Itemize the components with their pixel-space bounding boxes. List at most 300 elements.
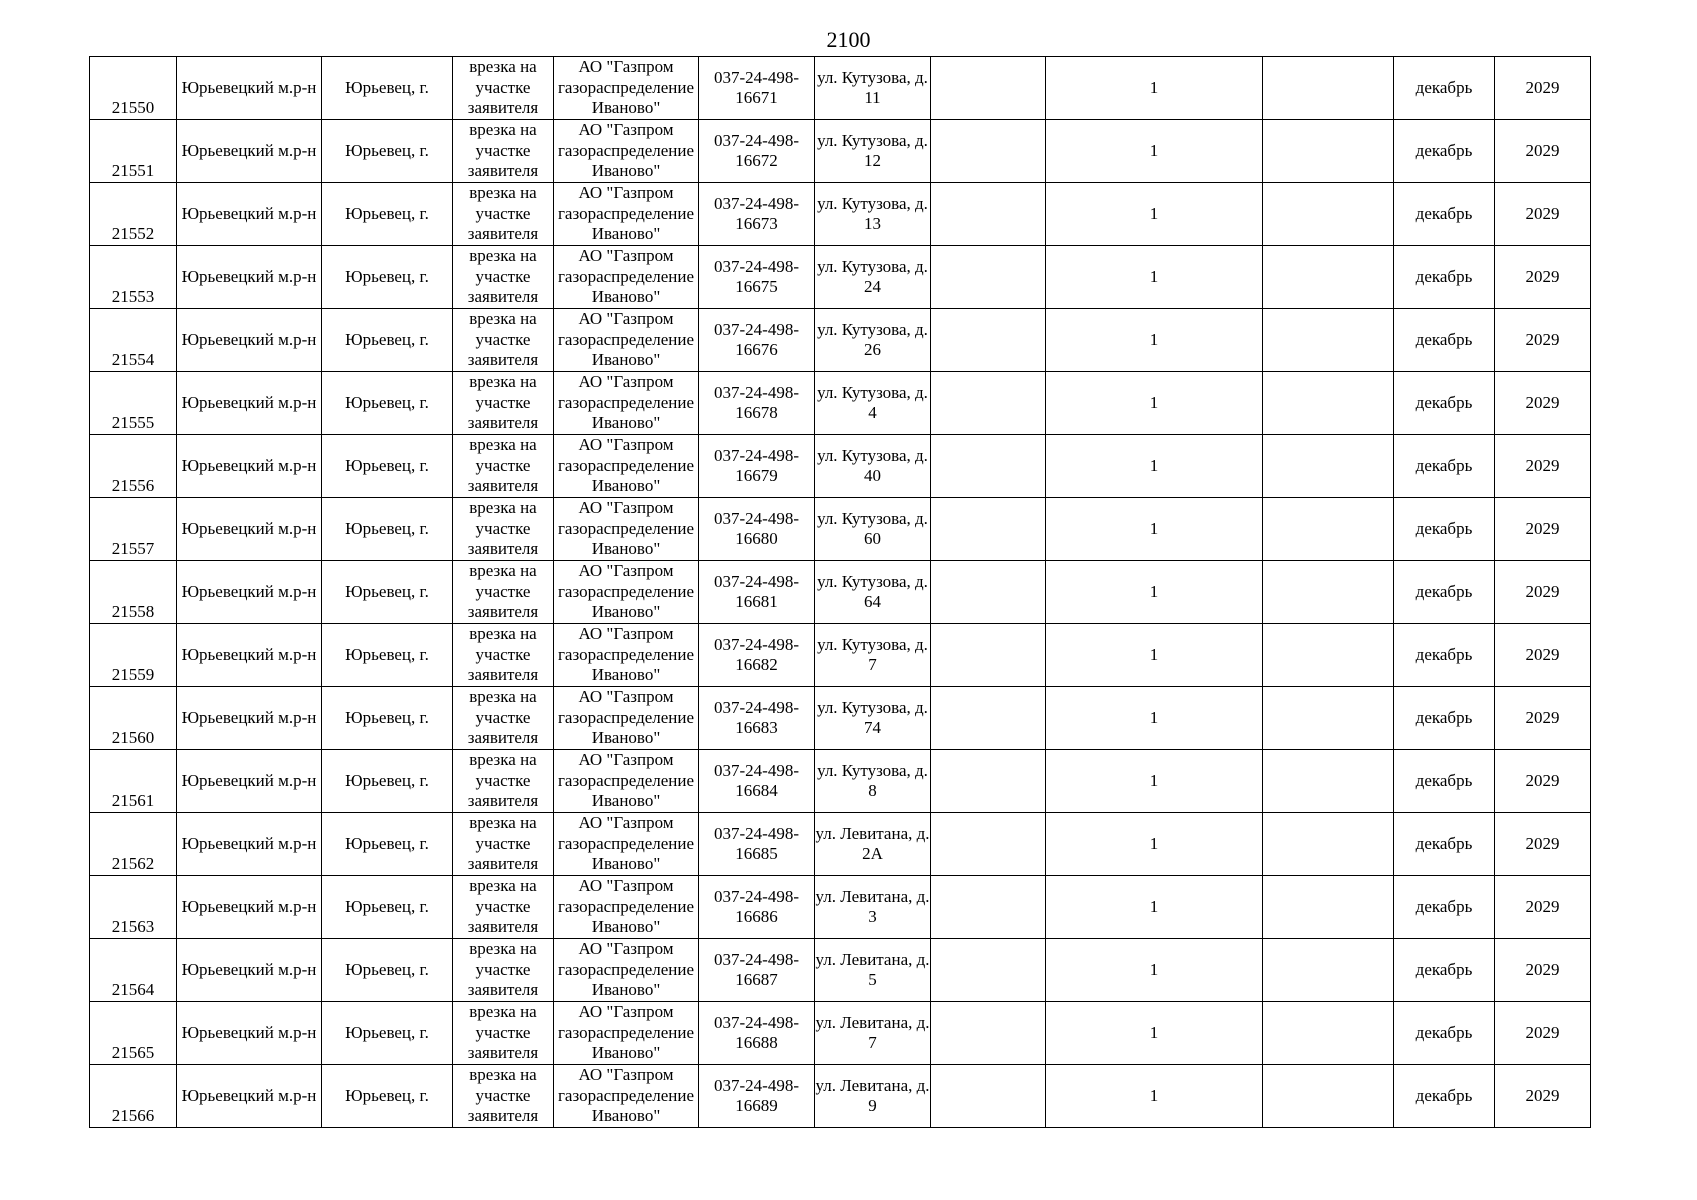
- row-number-text: 21563: [111, 916, 155, 936]
- empty-cell: [931, 1065, 1046, 1128]
- address-cell: [815, 624, 931, 687]
- month-cell: [1394, 498, 1495, 561]
- empty-cell: [1263, 57, 1394, 120]
- quantity-cell: [1046, 57, 1263, 120]
- month-text: декабрь: [1415, 707, 1473, 727]
- year-cell: [1495, 1002, 1591, 1065]
- address-text: ул. Кутузова, д. 4: [817, 382, 928, 422]
- empty-cell: [931, 1002, 1046, 1065]
- code-text: 037-24-498-16671: [714, 67, 799, 107]
- organization-cell: [554, 687, 699, 750]
- code-cell: [699, 624, 815, 687]
- year-text: 2029: [1525, 329, 1560, 349]
- locality-text: Юрьевец, г.: [345, 518, 429, 538]
- connection-method-cell: [453, 435, 554, 498]
- address-text: ул. Кутузова, д. 11: [817, 67, 928, 107]
- connection-method-cell: [453, 939, 554, 1002]
- locality-cell: [322, 246, 453, 309]
- connection-method-text: врезка на участке заявителя: [467, 498, 539, 559]
- year-cell: [1495, 813, 1591, 876]
- code-text: 037-24-498-16684: [714, 760, 799, 800]
- table-row: [90, 372, 1591, 435]
- year-text: 2029: [1525, 581, 1560, 601]
- row-number-text: 21555: [111, 412, 155, 432]
- year-text: 2029: [1525, 644, 1560, 664]
- month-text: декабрь: [1415, 77, 1473, 97]
- month-text: декабрь: [1415, 455, 1473, 475]
- address-text: ул. Кутузова, д. 40: [817, 445, 928, 485]
- connection-method-cell: [453, 687, 554, 750]
- quantity-text: 1: [1149, 1085, 1159, 1105]
- district-cell: [177, 57, 322, 120]
- district-cell: [177, 246, 322, 309]
- district-text: Юрьевецкий м.р-н: [181, 329, 317, 349]
- locality-text: Юрьевец, г.: [345, 77, 429, 97]
- connection-method-text: врезка на участке заявителя: [467, 813, 539, 874]
- district-text: Юрьевецкий м.р-н: [181, 266, 317, 286]
- quantity-cell: [1046, 1065, 1263, 1128]
- organization-cell: [554, 309, 699, 372]
- connection-method-cell: [453, 1065, 554, 1128]
- table-row: [90, 246, 1591, 309]
- quantity-text: 1: [1149, 1022, 1159, 1042]
- organization-cell: [554, 1065, 699, 1128]
- year-text: 2029: [1525, 455, 1560, 475]
- row-number-text: 21553: [111, 286, 155, 306]
- locality-text: Юрьевец, г.: [345, 896, 429, 916]
- organization-text: АО "Газпром газораспределение Иваново": [557, 498, 695, 559]
- connection-method-cell: [453, 561, 554, 624]
- locality-cell: [322, 687, 453, 750]
- code-text: 037-24-498-16687: [714, 949, 799, 989]
- code-cell: [699, 939, 815, 1002]
- empty-cell: [931, 876, 1046, 939]
- district-text: Юрьевецкий м.р-н: [181, 392, 317, 412]
- address-text: ул. Левитана, д. 3: [815, 886, 930, 926]
- quantity-text: 1: [1149, 644, 1159, 664]
- month-text: декабрь: [1415, 959, 1473, 979]
- month-text: декабрь: [1415, 770, 1473, 790]
- district-text: Юрьевецкий м.р-н: [181, 455, 317, 475]
- district-cell: [177, 876, 322, 939]
- empty-cell: [931, 57, 1046, 120]
- organization-text: АО "Газпром газораспределение Иваново": [557, 1002, 695, 1063]
- year-cell: [1495, 1065, 1591, 1128]
- table-row: [90, 309, 1591, 372]
- empty-cell: [1263, 876, 1394, 939]
- month-cell: [1394, 309, 1495, 372]
- district-text: Юрьевецкий м.р-н: [181, 707, 317, 727]
- organization-text: АО "Газпром газораспределение Иваново": [557, 57, 695, 118]
- row-number-cell: [90, 750, 177, 813]
- connection-method-cell: [453, 1002, 554, 1065]
- district-cell: [177, 309, 322, 372]
- organization-text: АО "Газпром газораспределение Иваново": [557, 435, 695, 496]
- month-cell: [1394, 750, 1495, 813]
- row-number-cell: [90, 813, 177, 876]
- row-number-text: 21562: [111, 853, 155, 873]
- month-text: декабрь: [1415, 896, 1473, 916]
- connection-method-text: врезка на участке заявителя: [467, 750, 539, 811]
- locality-cell: [322, 1065, 453, 1128]
- organization-cell: [554, 246, 699, 309]
- empty-cell: [1263, 813, 1394, 876]
- locality-text: Юрьевец, г.: [345, 329, 429, 349]
- district-cell: [177, 183, 322, 246]
- year-cell: [1495, 120, 1591, 183]
- code-cell: [699, 372, 815, 435]
- code-cell: [699, 309, 815, 372]
- code-text: 037-24-498-16679: [714, 445, 799, 485]
- district-cell: [177, 813, 322, 876]
- table-row: [90, 687, 1591, 750]
- address-text: ул. Кутузова, д. 24: [817, 256, 928, 296]
- empty-cell: [931, 561, 1046, 624]
- row-number-text: 21551: [111, 160, 155, 180]
- year-cell: [1495, 939, 1591, 1002]
- month-cell: [1394, 561, 1495, 624]
- empty-cell: [1263, 372, 1394, 435]
- year-cell: [1495, 687, 1591, 750]
- row-number-cell: [90, 624, 177, 687]
- quantity-text: 1: [1149, 203, 1159, 223]
- locality-cell: [322, 57, 453, 120]
- district-cell: [177, 939, 322, 1002]
- district-text: Юрьевецкий м.р-н: [181, 140, 317, 160]
- quantity-text: 1: [1149, 707, 1159, 727]
- address-cell: [815, 435, 931, 498]
- quantity-cell: [1046, 939, 1263, 1002]
- row-number-cell: [90, 687, 177, 750]
- district-text: Юрьевецкий м.р-н: [181, 959, 317, 979]
- row-number-text: 21554: [111, 349, 155, 369]
- address-text: ул. Левитана, д. 7: [815, 1012, 930, 1052]
- month-cell: [1394, 876, 1495, 939]
- row-number-cell: [90, 939, 177, 1002]
- month-text: декабрь: [1415, 203, 1473, 223]
- code-text: 037-24-498-16688: [714, 1012, 799, 1052]
- connection-method-text: врезка на участке заявителя: [467, 120, 539, 181]
- code-cell: [699, 687, 815, 750]
- quantity-text: 1: [1149, 833, 1159, 853]
- quantity-cell: [1046, 498, 1263, 561]
- district-text: Юрьевецкий м.р-н: [181, 1085, 317, 1105]
- connection-method-text: врезка на участке заявителя: [467, 876, 539, 937]
- year-cell: [1495, 372, 1591, 435]
- month-text: декабрь: [1415, 140, 1473, 160]
- organization-cell: [554, 57, 699, 120]
- quantity-text: 1: [1149, 266, 1159, 286]
- district-cell: [177, 372, 322, 435]
- row-number-text: 21561: [111, 790, 155, 810]
- district-cell: [177, 1065, 322, 1128]
- quantity-cell: [1046, 1002, 1263, 1065]
- organization-cell: [554, 435, 699, 498]
- connection-method-text: врезка на участке заявителя: [467, 57, 539, 118]
- table-row: [90, 750, 1591, 813]
- row-number-text: 21560: [111, 727, 155, 747]
- connection-method-text: врезка на участке заявителя: [467, 687, 539, 748]
- locality-text: Юрьевец, г.: [345, 1085, 429, 1105]
- month-cell: [1394, 939, 1495, 1002]
- empty-cell: [1263, 687, 1394, 750]
- locality-cell: [322, 435, 453, 498]
- address-cell: [815, 120, 931, 183]
- connection-method-cell: [453, 624, 554, 687]
- year-cell: [1495, 246, 1591, 309]
- empty-cell: [1263, 939, 1394, 1002]
- district-cell: [177, 750, 322, 813]
- month-text: декабрь: [1415, 1085, 1473, 1105]
- month-text: декабрь: [1415, 329, 1473, 349]
- empty-cell: [931, 120, 1046, 183]
- district-cell: [177, 687, 322, 750]
- locality-text: Юрьевец, г.: [345, 203, 429, 223]
- address-text: ул. Левитана, д. 9: [815, 1075, 930, 1115]
- quantity-text: 1: [1149, 581, 1159, 601]
- row-number-cell: [90, 435, 177, 498]
- table-row: [90, 1002, 1591, 1065]
- address-text: ул. Кутузова, д. 64: [817, 571, 928, 611]
- quantity-cell: [1046, 372, 1263, 435]
- year-text: 2029: [1525, 1022, 1560, 1042]
- organization-text: АО "Газпром газораспределение Иваново": [557, 183, 695, 244]
- organization-cell: [554, 120, 699, 183]
- connection-method-cell: [453, 309, 554, 372]
- year-text: 2029: [1525, 518, 1560, 538]
- organization-text: АО "Газпром газораспределение Иваново": [557, 309, 695, 370]
- year-cell: [1495, 624, 1591, 687]
- year-text: 2029: [1525, 77, 1560, 97]
- organization-text: АО "Газпром газораспределение Иваново": [557, 750, 695, 811]
- connection-method-text: врезка на участке заявителя: [467, 309, 539, 370]
- connection-method-cell: [453, 183, 554, 246]
- locality-cell: [322, 876, 453, 939]
- month-cell: [1394, 372, 1495, 435]
- row-number-text: 21557: [111, 538, 155, 558]
- month-cell: [1394, 687, 1495, 750]
- locality-text: Юрьевец, г.: [345, 959, 429, 979]
- empty-cell: [1263, 435, 1394, 498]
- row-number-text: 21558: [111, 601, 155, 621]
- empty-cell: [931, 183, 1046, 246]
- connection-method-cell: [453, 120, 554, 183]
- year-text: 2029: [1525, 266, 1560, 286]
- row-number-text: 21566: [111, 1105, 155, 1125]
- district-text: Юрьевецкий м.р-н: [181, 833, 317, 853]
- row-number-cell: [90, 372, 177, 435]
- organization-text: АО "Газпром газораспределение Иваново": [557, 624, 695, 685]
- month-cell: [1394, 183, 1495, 246]
- district-cell: [177, 1002, 322, 1065]
- locality-text: Юрьевец, г.: [345, 1022, 429, 1042]
- organization-cell: [554, 624, 699, 687]
- organization-text: АО "Газпром газораспределение Иваново": [557, 939, 695, 1000]
- year-text: 2029: [1525, 707, 1560, 727]
- address-cell: [815, 750, 931, 813]
- locality-cell: [322, 498, 453, 561]
- empty-cell: [1263, 750, 1394, 813]
- row-number-text: 21565: [111, 1042, 155, 1062]
- locality-cell: [322, 1002, 453, 1065]
- quantity-cell: [1046, 309, 1263, 372]
- address-text: ул. Кутузова, д. 60: [817, 508, 928, 548]
- locality-cell: [322, 372, 453, 435]
- registry-table: [89, 56, 1591, 1128]
- locality-text: Юрьевец, г.: [345, 581, 429, 601]
- connection-method-text: врезка на участке заявителя: [467, 435, 539, 496]
- row-number-cell: [90, 1065, 177, 1128]
- connection-method-text: врезка на участке заявителя: [467, 561, 539, 622]
- empty-cell: [931, 498, 1046, 561]
- table-row: [90, 624, 1591, 687]
- year-text: 2029: [1525, 770, 1560, 790]
- quantity-cell: [1046, 120, 1263, 183]
- code-cell: [699, 1065, 815, 1128]
- code-cell: [699, 435, 815, 498]
- organization-cell: [554, 372, 699, 435]
- code-cell: [699, 57, 815, 120]
- connection-method-text: врезка на участке заявителя: [467, 1002, 539, 1063]
- address-cell: [815, 939, 931, 1002]
- address-cell: [815, 372, 931, 435]
- row-number-text: 21552: [111, 223, 155, 243]
- address-text: ул. Кутузова, д. 13: [817, 193, 928, 233]
- table-row: [90, 435, 1591, 498]
- code-cell: [699, 246, 815, 309]
- organization-cell: [554, 561, 699, 624]
- code-cell: [699, 183, 815, 246]
- connection-method-cell: [453, 498, 554, 561]
- locality-text: Юрьевец, г.: [345, 266, 429, 286]
- table-row: [90, 120, 1591, 183]
- quantity-cell: [1046, 624, 1263, 687]
- year-text: 2029: [1525, 833, 1560, 853]
- address-cell: [815, 1002, 931, 1065]
- quantity-text: 1: [1149, 392, 1159, 412]
- empty-cell: [931, 750, 1046, 813]
- address-cell: [815, 183, 931, 246]
- address-text: ул. Кутузова, д. 26: [817, 319, 928, 359]
- district-cell: [177, 435, 322, 498]
- quantity-cell: [1046, 561, 1263, 624]
- empty-cell: [1263, 120, 1394, 183]
- organization-cell: [554, 750, 699, 813]
- row-number-text: 21559: [111, 664, 155, 684]
- table-row: [90, 498, 1591, 561]
- district-text: Юрьевецкий м.р-н: [181, 203, 317, 223]
- district-text: Юрьевецкий м.р-н: [181, 77, 317, 97]
- locality-text: Юрьевец, г.: [345, 833, 429, 853]
- month-cell: [1394, 246, 1495, 309]
- code-cell: [699, 120, 815, 183]
- page-number: 2100: [826, 27, 871, 52]
- organization-cell: [554, 1002, 699, 1065]
- organization-text: АО "Газпром газораспределение Иваново": [557, 246, 695, 307]
- month-cell: [1394, 57, 1495, 120]
- empty-cell: [931, 939, 1046, 1002]
- district-text: Юрьевецкий м.р-н: [181, 518, 317, 538]
- quantity-text: 1: [1149, 329, 1159, 349]
- locality-text: Юрьевец, г.: [345, 770, 429, 790]
- empty-cell: [931, 372, 1046, 435]
- quantity-text: 1: [1149, 455, 1159, 475]
- year-text: 2029: [1525, 392, 1560, 412]
- organization-text: АО "Газпром газораспределение Иваново": [557, 1065, 695, 1126]
- year-cell: [1495, 309, 1591, 372]
- empty-cell: [1263, 561, 1394, 624]
- quantity-cell: [1046, 687, 1263, 750]
- month-text: декабрь: [1415, 644, 1473, 664]
- connection-method-text: врезка на участке заявителя: [467, 624, 539, 685]
- code-cell: [699, 561, 815, 624]
- year-cell: [1495, 561, 1591, 624]
- locality-text: Юрьевец, г.: [345, 644, 429, 664]
- quantity-text: 1: [1149, 140, 1159, 160]
- address-cell: [815, 309, 931, 372]
- connection-method-cell: [453, 750, 554, 813]
- code-text: 037-24-498-16678: [714, 382, 799, 422]
- month-cell: [1394, 813, 1495, 876]
- address-cell: [815, 57, 931, 120]
- address-text: ул. Кутузова, д. 7: [817, 634, 928, 674]
- connection-method-cell: [453, 57, 554, 120]
- organization-text: АО "Газпром газораспределение Иваново": [557, 372, 695, 433]
- code-text: 037-24-498-16681: [714, 571, 799, 611]
- quantity-cell: [1046, 246, 1263, 309]
- quantity-text: 1: [1149, 896, 1159, 916]
- table-row: [90, 813, 1591, 876]
- code-text: 037-24-498-16672: [714, 130, 799, 170]
- row-number-text: 21564: [111, 979, 155, 999]
- address-text: ул. Левитана, д. 2А: [815, 823, 930, 863]
- month-cell: [1394, 435, 1495, 498]
- address-text: ул. Кутузова, д. 8: [817, 760, 928, 800]
- quantity-cell: [1046, 876, 1263, 939]
- code-text: 037-24-498-16675: [714, 256, 799, 296]
- connection-method-cell: [453, 246, 554, 309]
- district-text: Юрьевецкий м.р-н: [181, 896, 317, 916]
- district-cell: [177, 624, 322, 687]
- locality-text: Юрьевец, г.: [345, 140, 429, 160]
- row-number-cell: [90, 876, 177, 939]
- month-text: декабрь: [1415, 266, 1473, 286]
- code-text: 037-24-498-16685: [714, 823, 799, 863]
- empty-cell: [931, 687, 1046, 750]
- locality-text: Юрьевец, г.: [345, 392, 429, 412]
- district-text: Юрьевецкий м.р-н: [181, 581, 317, 601]
- month-text: декабрь: [1415, 392, 1473, 412]
- row-number-cell: [90, 498, 177, 561]
- locality-cell: [322, 750, 453, 813]
- code-text: 037-24-498-16676: [714, 319, 799, 359]
- organization-text: АО "Газпром газораспределение Иваново": [557, 687, 695, 748]
- code-cell: [699, 876, 815, 939]
- organization-text: АО "Газпром газораспределение Иваново": [557, 561, 695, 622]
- address-cell: [815, 561, 931, 624]
- row-number-cell: [90, 561, 177, 624]
- year-text: 2029: [1525, 896, 1560, 916]
- code-text: 037-24-498-16689: [714, 1075, 799, 1115]
- address-cell: [815, 813, 931, 876]
- code-cell: [699, 813, 815, 876]
- row-number-cell: [90, 309, 177, 372]
- connection-method-text: врезка на участке заявителя: [467, 183, 539, 244]
- year-cell: [1495, 498, 1591, 561]
- row-number-cell: [90, 1002, 177, 1065]
- empty-cell: [1263, 498, 1394, 561]
- empty-cell: [931, 246, 1046, 309]
